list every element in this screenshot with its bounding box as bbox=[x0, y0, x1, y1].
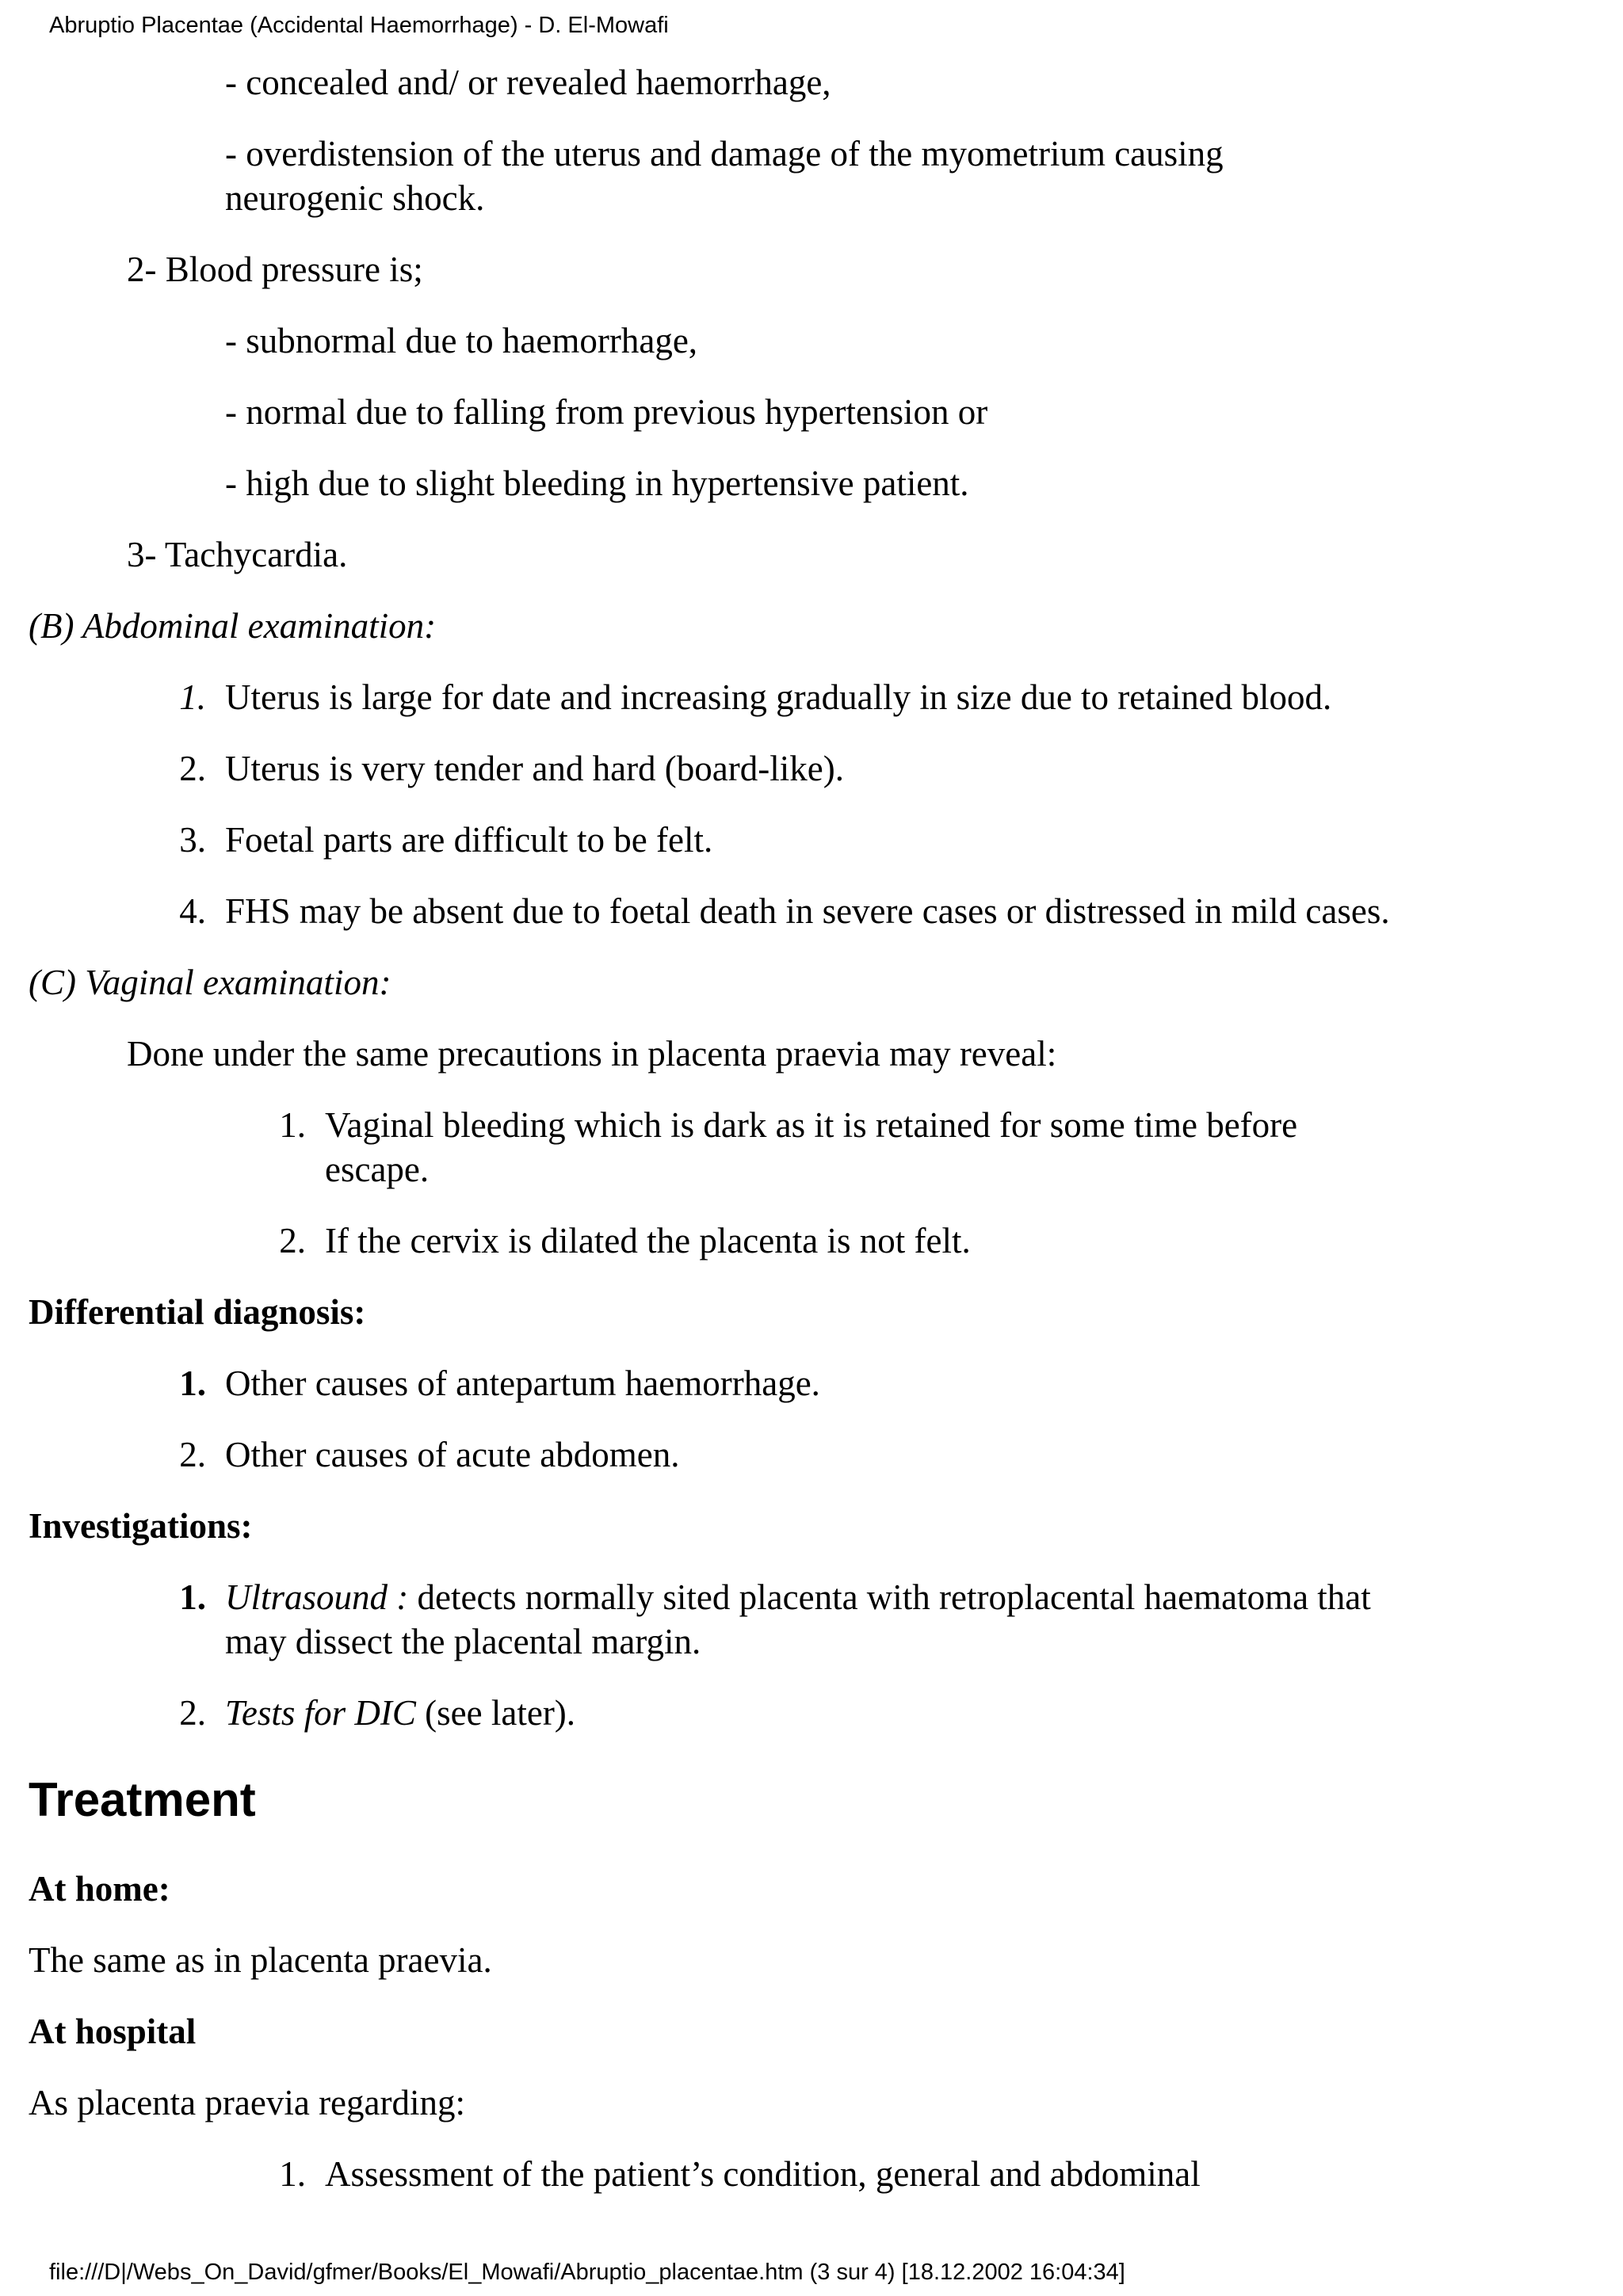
list-text-cont: escape. bbox=[325, 1150, 430, 1189]
list-text: FHS may be absent due to foetal death in severe cases or distressed in mild cases. bbox=[225, 891, 1390, 931]
list-number: 1. bbox=[279, 2154, 306, 2194]
list-number: 2. bbox=[179, 1693, 206, 1733]
blood-pressure-heading: 2- Blood pressure is; bbox=[127, 250, 423, 289]
differential-diagnosis-heading: Differential diagnosis: bbox=[29, 1292, 366, 1332]
list-text: Uterus is large for date and increasing gradually in size due to retained blood. bbox=[225, 677, 1332, 717]
page-footer-url: file:///D|/Webs_On_David/gfmer/Books/El_Mowafi/Abruptio_placentae.htm (3 sur 4) [18.12.2002 16:04:34] bbox=[49, 2260, 1125, 2285]
list-text: Foetal parts are difficult to be felt. bbox=[225, 820, 713, 860]
list-text bbox=[225, 1691, 575, 1735]
list-number: 2. bbox=[179, 749, 206, 788]
bp-normal-text: - normal due to falling from previous hypertension or bbox=[225, 392, 988, 432]
at-home-text: The same as in placenta praevia. bbox=[29, 1940, 492, 1980]
list-number: 4. bbox=[179, 891, 206, 931]
abdominal-examination-heading: (B) Abdominal examination: bbox=[29, 606, 437, 646]
dic-tests-text: (see later). bbox=[415, 1693, 576, 1733]
list-number: 2. bbox=[179, 1435, 206, 1474]
shock-concealed-text: - concealed and/ or revealed haemorrhage, bbox=[225, 63, 831, 102]
at-home-heading: At home: bbox=[29, 1869, 170, 1909]
ultrasound-label: Ultrasound : bbox=[225, 1577, 409, 1617]
vaginal-intro-text: Done under the same precautions in placenta praevia may reveal: bbox=[127, 1034, 1057, 1074]
list-number: 2. bbox=[279, 1221, 306, 1261]
ultrasound-text: detects normally sited placenta with retroplacental haematoma that bbox=[408, 1577, 1371, 1617]
list-number: 1. bbox=[179, 677, 206, 717]
list-text-cont: may dissect the placental margin. bbox=[225, 1622, 701, 1661]
list-text: Vaginal bleeding which is dark as it is retained for some time before bbox=[325, 1105, 1298, 1145]
shock-overdistension-text: - overdistension of the uterus and damage of the myometrium causing bbox=[225, 134, 1224, 174]
vaginal-examination-heading: (C) Vaginal examination: bbox=[29, 963, 391, 1002]
list-number: 1. bbox=[179, 1363, 206, 1403]
investigations-heading: Investigations: bbox=[29, 1506, 253, 1546]
dic-tests-label: Tests for DIC bbox=[225, 1693, 416, 1733]
bp-high-text: - high due to slight bleeding in hypertensive patient. bbox=[225, 463, 969, 503]
list-number: 1. bbox=[179, 1577, 206, 1617]
list-text: Other causes of acute abdomen. bbox=[225, 1435, 680, 1474]
shock-overdistension-text-cont: neurogenic shock. bbox=[225, 178, 485, 218]
list-number: 1. bbox=[279, 1105, 306, 1145]
list-text: Assessment of the patient’s condition, general and abdominal bbox=[325, 2154, 1201, 2194]
bp-subnormal-text: - subnormal due to haemorrhage, bbox=[225, 321, 698, 360]
list-number: 3. bbox=[179, 820, 206, 860]
list-text bbox=[225, 1575, 1371, 1619]
list-text: Other causes of antepartum haemorrhage. bbox=[225, 1363, 820, 1403]
list-text: If the cervix is dilated the placenta is not felt. bbox=[325, 1221, 971, 1261]
treatment-heading: Treatment bbox=[29, 1773, 256, 1826]
list-text: Uterus is very tender and hard (board-like). bbox=[225, 749, 844, 788]
at-hospital-heading: At hospital bbox=[29, 2012, 197, 2051]
tachycardia-text: 3- Tachycardia. bbox=[127, 535, 348, 574]
at-hospital-intro: As placenta praevia regarding: bbox=[29, 2083, 465, 2122]
page-header-title: Abruptio Placentae (Accidental Haemorrhage) - D. El-Mowafi bbox=[49, 13, 669, 38]
